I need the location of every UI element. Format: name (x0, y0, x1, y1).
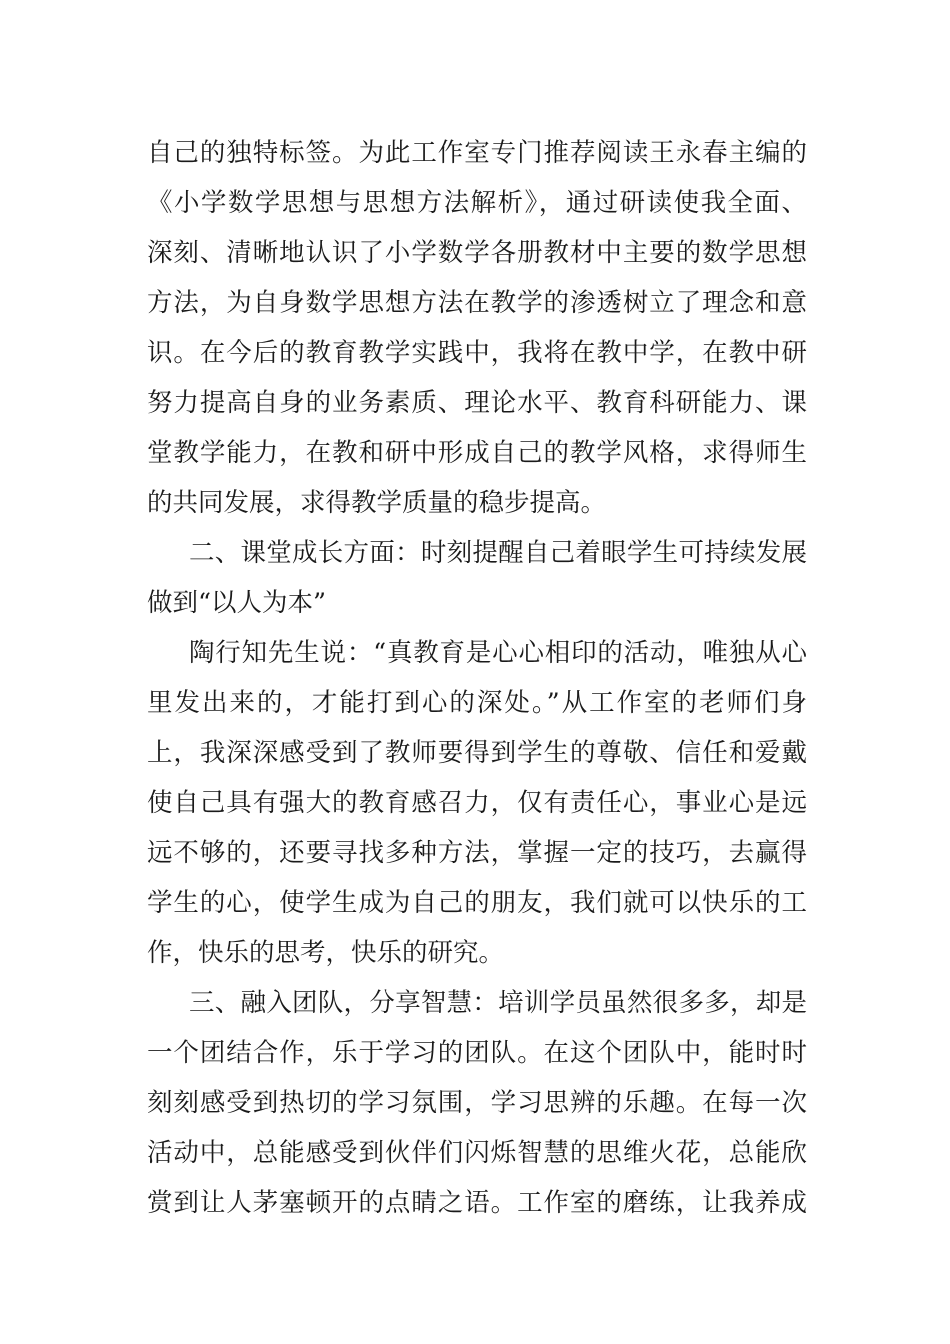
text-line: 方法，为自身数学思想方法在教学的渗透树立了理念和意 (147, 288, 807, 318)
text-line: 的共同发展，求得教学质量的稳步提高。 (147, 488, 607, 518)
text-line: 一个团结合作，乐于学习的团队。在这个团队中，能时时 (147, 1038, 807, 1068)
text-line: 赏到让人茅塞顿开的点睛之语。工作室的磨练，让我养成 (147, 1188, 807, 1218)
text-line: 远不够的，还要寻找多种方法，掌握一定的技巧，去赢得 (147, 838, 807, 868)
text-line: 《小学数学思想与思想方法解析》，通过研读使我全面、 (147, 188, 807, 218)
paragraph (147, 628, 807, 978)
text-line: 刻刻感受到热切的学习氛围，学习思辨的乐趣。在每一次 (147, 1088, 807, 1118)
text-line: 自己的独特标签。为此工作室专门推荐阅读王永春主编的 (147, 138, 807, 168)
text-line: 作，快乐的思考，快乐的研究。 (147, 938, 505, 968)
text-line: 活动中，总能感受到伙伴们闪烁智慧的思维火花，总能欣 (147, 1138, 807, 1168)
text-line: 三、融入团队，分享智慧：培训学员虽然很多多，却是 (189, 988, 807, 1018)
text-line: 识。在今后的教育教学实践中，我将在教中学，在教中研 (147, 338, 807, 368)
text-line: 学生的心，使学生成为自己的朋友，我们就可以快乐的工 (147, 888, 807, 918)
paragraph (147, 978, 807, 1228)
paragraph (147, 128, 807, 528)
text-line: 堂教学能力，在教和研中形成自己的教学风格，求得师生 (147, 438, 807, 468)
text-line: 深刻、清晰地认识了小学数学各册教材中主要的数学思想 (147, 238, 807, 268)
text-line: 做到“以人为本” (147, 588, 327, 618)
text-line: 陶行知先生说：“真教育是心心相印的活动，唯独从心 (189, 638, 807, 668)
section-heading-paragraph (147, 528, 807, 628)
text-line: 二、课堂成长方面：时刻提醒自己着眼学生可持续发展 (189, 538, 807, 568)
document-page (147, 128, 807, 1228)
text-line: 上，我深深感受到了教师要得到学生的尊敬、信任和爱戴 (147, 738, 807, 768)
text-line: 使自己具有强大的教育感召力，仅有责任心，事业心是远 (147, 788, 807, 818)
text-line: 努力提高自身的业务素质、理论水平、教育科研能力、课 (147, 388, 807, 418)
text-line: 里发出来的，才能打到心的深处。”从工作室的老师们身 (147, 688, 807, 718)
